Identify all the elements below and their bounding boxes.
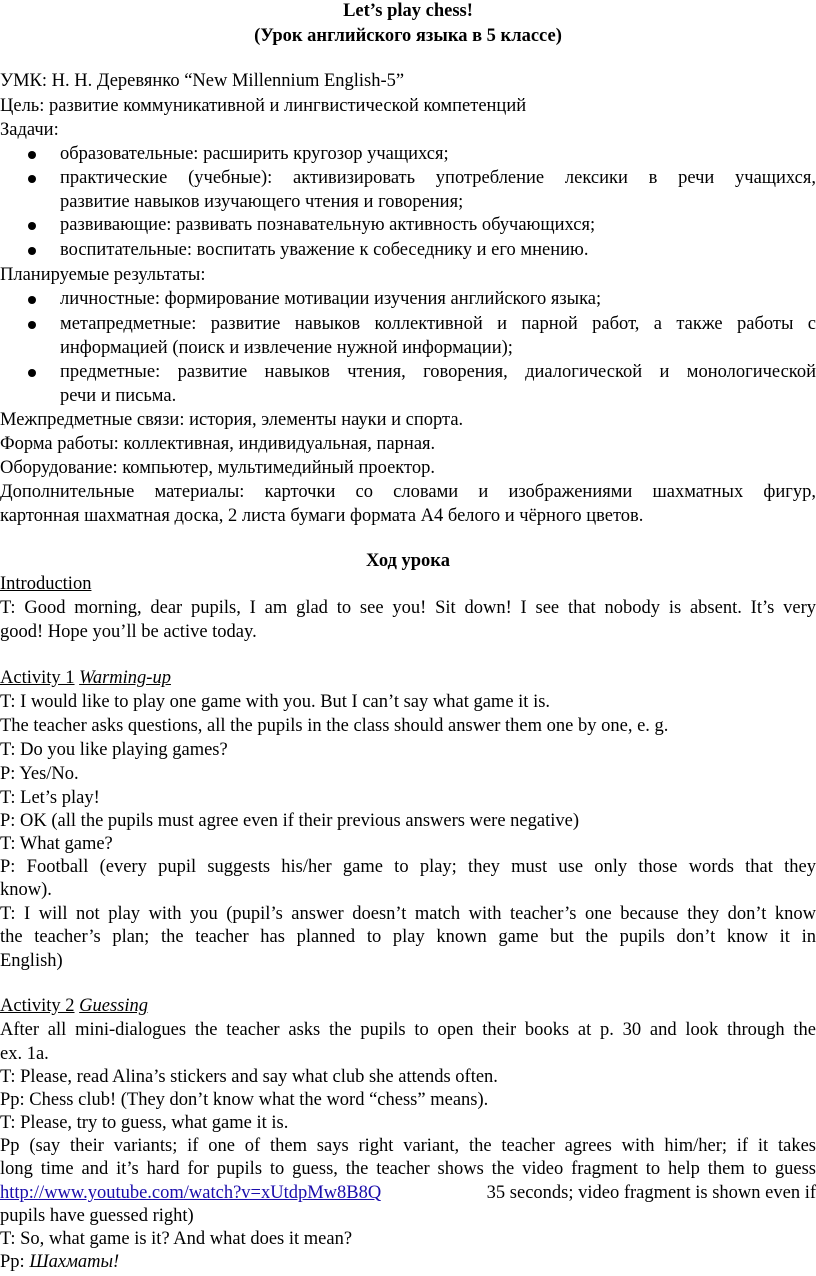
activity1-label: Activity 1 <box>0 668 75 688</box>
activity2-line: long time and it’s hard for pupils to guess, the teacher shows the video fragment to help them to guess <box>0 1159 816 1179</box>
activity2-line: Pp (say their variants; if one of them says right variant, the teacher agrees with him/her; if it takes <box>0 1136 816 1156</box>
intro-heading: Introduction <box>0 574 92 594</box>
activity2-line: After all mini-dialogues the teacher asks the pupils to open their books at p. 30 and look through the <box>0 1020 816 1040</box>
activity1-line: T: Do you like playing games? <box>0 740 228 760</box>
activity2-line-after-link: 35 seconds; video fragment is shown even if <box>486 1183 816 1203</box>
activity1-name: Warming-up <box>79 668 171 688</box>
activity2-heading <box>0 995 816 1018</box>
activity2-line: T: Please, read Alina’s stickers and say what club she attends often. <box>0 1067 498 1087</box>
result-item: предметные: развитие навыков чтения, говорения, диалогической и монологической <box>60 362 816 382</box>
lesson-heading: Ход урока <box>366 551 450 571</box>
page-subtitle: (Урок английского языка в 5 классе) <box>254 26 562 46</box>
activity2-last-line <box>0 1251 816 1274</box>
page-title: Let’s play chess! <box>343 1 473 21</box>
activity2-line: T: Please, try to guess, what game it is. <box>0 1113 289 1133</box>
activity1-line: T: What game? <box>0 834 113 854</box>
activity2-line: ex. 1a. <box>0 1044 49 1064</box>
links-line: Межпредметные связи: история, элементы науки и спорта. <box>0 410 464 430</box>
materials-line: картонная шахматная доска, 2 листа бумаги формата А4 белого и чёрного цветов. <box>0 506 644 526</box>
speaker-label: Pp: <box>0 1252 30 1272</box>
umk-line: УМК: Н. Н. Деревянко “New Millennium English-5” <box>0 71 405 91</box>
form-line: Форма работы: коллективная, индивидуальная, парная. <box>0 434 436 454</box>
result-item-continuation: информацией (поиск и извлечение нужной информации); <box>60 338 513 358</box>
task-item: практические (учебные): активизировать употребление лексики в речи учащихся, <box>60 168 816 188</box>
activity1-line: T: Let’s play! <box>0 788 100 808</box>
bullet-icon <box>28 321 36 329</box>
activity1-line: The teacher asks questions, all the pupils in the class should answer them one by one, e. g. <box>0 716 669 736</box>
activity1-line: know). <box>0 880 52 900</box>
result-item: личностные: формирование мотивации изучения английского языка; <box>60 289 602 309</box>
task-item: воспитательные: воспитать уважение к собеседнику и его мнению. <box>60 240 589 260</box>
goal-line: Цель: развитие коммуникативной и лингвистической компетенций <box>0 96 527 116</box>
activity2-line: Pp: Chess club! (They don’t know what the word “chess” means). <box>0 1090 489 1110</box>
equipment-line: Оборудование: компьютер, мультимедийный проектор. <box>0 458 436 478</box>
task-item-continuation: развитие навыков изучающего чтения и говорения; <box>60 192 464 212</box>
activity1-heading <box>0 667 816 690</box>
activity1-line: P: OK (all the pupils must agree even if their previous answers were negative) <box>0 811 579 831</box>
intro-line: good! Hope you’ll be active today. <box>0 622 257 642</box>
tasks-heading: Задачи: <box>0 120 59 140</box>
results-heading: Планируемые результаты: <box>0 265 206 285</box>
bullet-icon <box>28 175 36 183</box>
activity2-line: T: So, what game is it? And what does it mean? <box>0 1229 353 1249</box>
bullet-icon <box>28 296 36 304</box>
intro-line: T: Good morning, dear pupils, I am glad to see you! Sit down! I see that nobody is absent. It’s very <box>0 598 816 618</box>
activity1-line: P: Yes/No. <box>0 764 79 784</box>
bullet-icon <box>28 222 36 230</box>
result-item: метапредметные: развитие навыков коллективной и парной работ, а также работы с <box>60 314 816 334</box>
task-item: развивающие: развивать познавательную активность обучающихся; <box>60 215 596 235</box>
bullet-icon <box>28 247 36 255</box>
bullet-icon <box>28 369 36 377</box>
result-item-continuation: речи и письма. <box>60 386 177 406</box>
materials-line: Дополнительные материалы: карточки со словами и изображениями шахматных фигур, <box>0 482 816 502</box>
activity1-line: P: Football (every pupil suggests his/her game to play; they must use only those words that they <box>0 857 816 877</box>
bullet-icon <box>28 151 36 159</box>
activity1-line: T: I will not play with you (pupil’s answer doesn’t match with teacher’s one because they don’t know <box>0 904 816 924</box>
activity2-label: Activity 2 <box>0 996 75 1016</box>
activity1-line: the teacher’s plan; the teacher has planned to play known game but the pupils don’t know it in <box>0 927 816 947</box>
activity1-line: T: I would like to play one game with you. But I can’t say what game it is. <box>0 692 551 712</box>
activity2-url-line <box>0 1182 816 1205</box>
task-item: образовательные: расширить кругозор учащихся; <box>60 144 449 164</box>
answer-text: Шахматы! <box>29 1252 120 1272</box>
activity2-line: pupils have guessed right) <box>0 1206 194 1226</box>
activity1-line: English) <box>0 951 63 971</box>
video-link[interactable]: http://www.youtube.com/watch?v=xUtdpMw8B8Q <box>0 1183 382 1203</box>
activity2-name: Guessing <box>79 996 149 1016</box>
